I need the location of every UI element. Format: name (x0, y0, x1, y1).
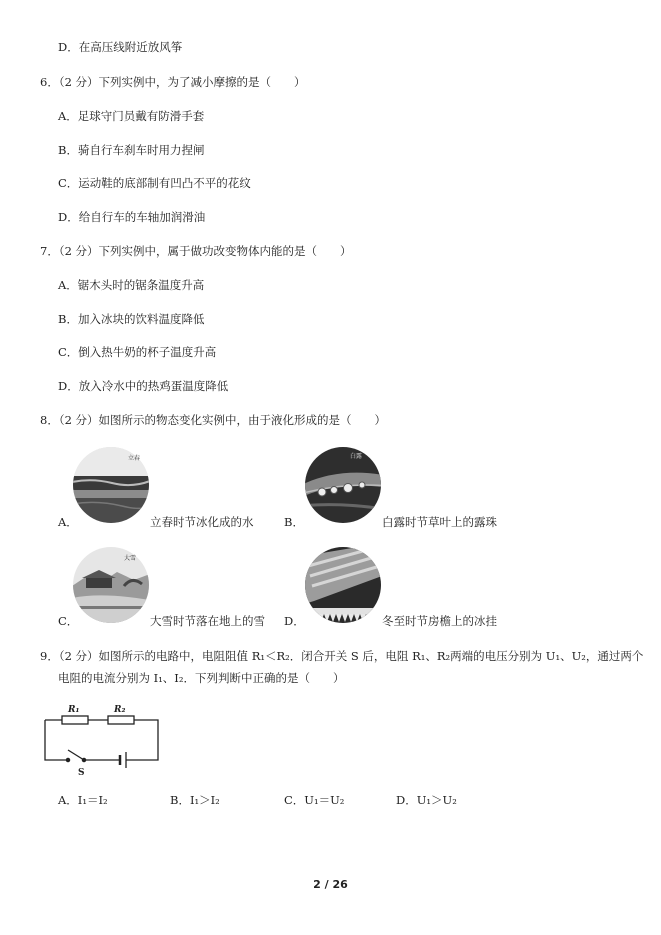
q8-option-b-letter: B． (284, 515, 304, 529)
q8-option-c-text: 大雪时节落在地上的雪 (150, 614, 265, 628)
q9-circuit-diagram (40, 700, 170, 778)
q8-option-a-letter: A． (58, 515, 78, 529)
q8-option-c-letter: C． (58, 614, 79, 628)
q7-option-b: B．加入冰块的饮料温度降低 (58, 312, 205, 326)
q8-option-d-text: 冬至时节房檐上的冰挂 (382, 614, 497, 628)
switch-blade (68, 750, 84, 760)
q8-option-b-text: 白露时节草叶上的露珠 (382, 515, 497, 529)
q8-picture-c-caption: 大雪 (124, 555, 137, 562)
page-number: 2 / 26 (313, 878, 348, 891)
q9-stem-line1: 9．（2 分）如图所示的电路中，电阻阻值 R₁＜R₂．闭合开关 S 后，电阻 R₁、R₂两端的电压分别为 U₁、U₂，通过两个 (40, 649, 644, 663)
q6-option-a: A．足球守门员戴有防滑手套 (58, 109, 205, 123)
q9-option-a: A．I₁＝I₂ (58, 793, 108, 807)
q7-option-a: A．锯木头时的锯条温度升高 (58, 278, 205, 292)
q8-picture-a-melting-ice (72, 446, 150, 524)
q8-stem: 8．（2 分）如图所示的物态变化实例中，由于液化形成的是（ ） (40, 413, 387, 427)
q9-option-d: D．U₁＞U₂ (396, 793, 457, 807)
label-r1: R₁ (68, 705, 80, 715)
q8-option-d-letter: D． (284, 614, 305, 628)
q7-stem: 7．（2 分）下列实例中，属于做功改变物体内能的是（ ） (40, 244, 352, 258)
q8-picture-b-caption: 白露 (350, 453, 363, 460)
label-r2: R₂ (114, 705, 126, 715)
q6-option-b: B．骑自行车刹车时用力捏闸 (58, 143, 205, 157)
q9-option-b: B．I₁＞I₂ (170, 793, 220, 807)
resistor-r1 (62, 716, 88, 724)
q7-option-d: D．放入冷水中的热鸡蛋温度降低 (58, 379, 229, 393)
q8-picture-d-icicles (304, 546, 382, 624)
q8-option-a-text: 立春时节冰化成的水 (150, 515, 254, 529)
q8-picture-a-caption: 立春 (128, 455, 141, 462)
label-switch: S (78, 768, 85, 778)
q6-option-c: C．运动鞋的底部制有凹凸不平的花纹 (58, 176, 251, 190)
q8-picture-c-snow (72, 546, 150, 624)
q9-stem-line2: 电阻的电流分别为 I₁、I₂．下列判断中正确的是（ ） (58, 671, 345, 685)
q6-option-d: D．给自行车的车轴加润滑油 (58, 210, 206, 224)
q6-stem: 6．（2 分）下列实例中，为了减小摩擦的是（ ） (40, 75, 306, 89)
q5-option-d: D．在高压线附近放风筝 (58, 40, 183, 54)
q7-option-c: C．倒入热牛奶的杯子温度升高 (58, 345, 217, 359)
resistor-r2 (108, 716, 134, 724)
q8-picture-b-dew-drops (304, 446, 382, 524)
q9-option-c: C．U₁＝U₂ (284, 793, 345, 807)
